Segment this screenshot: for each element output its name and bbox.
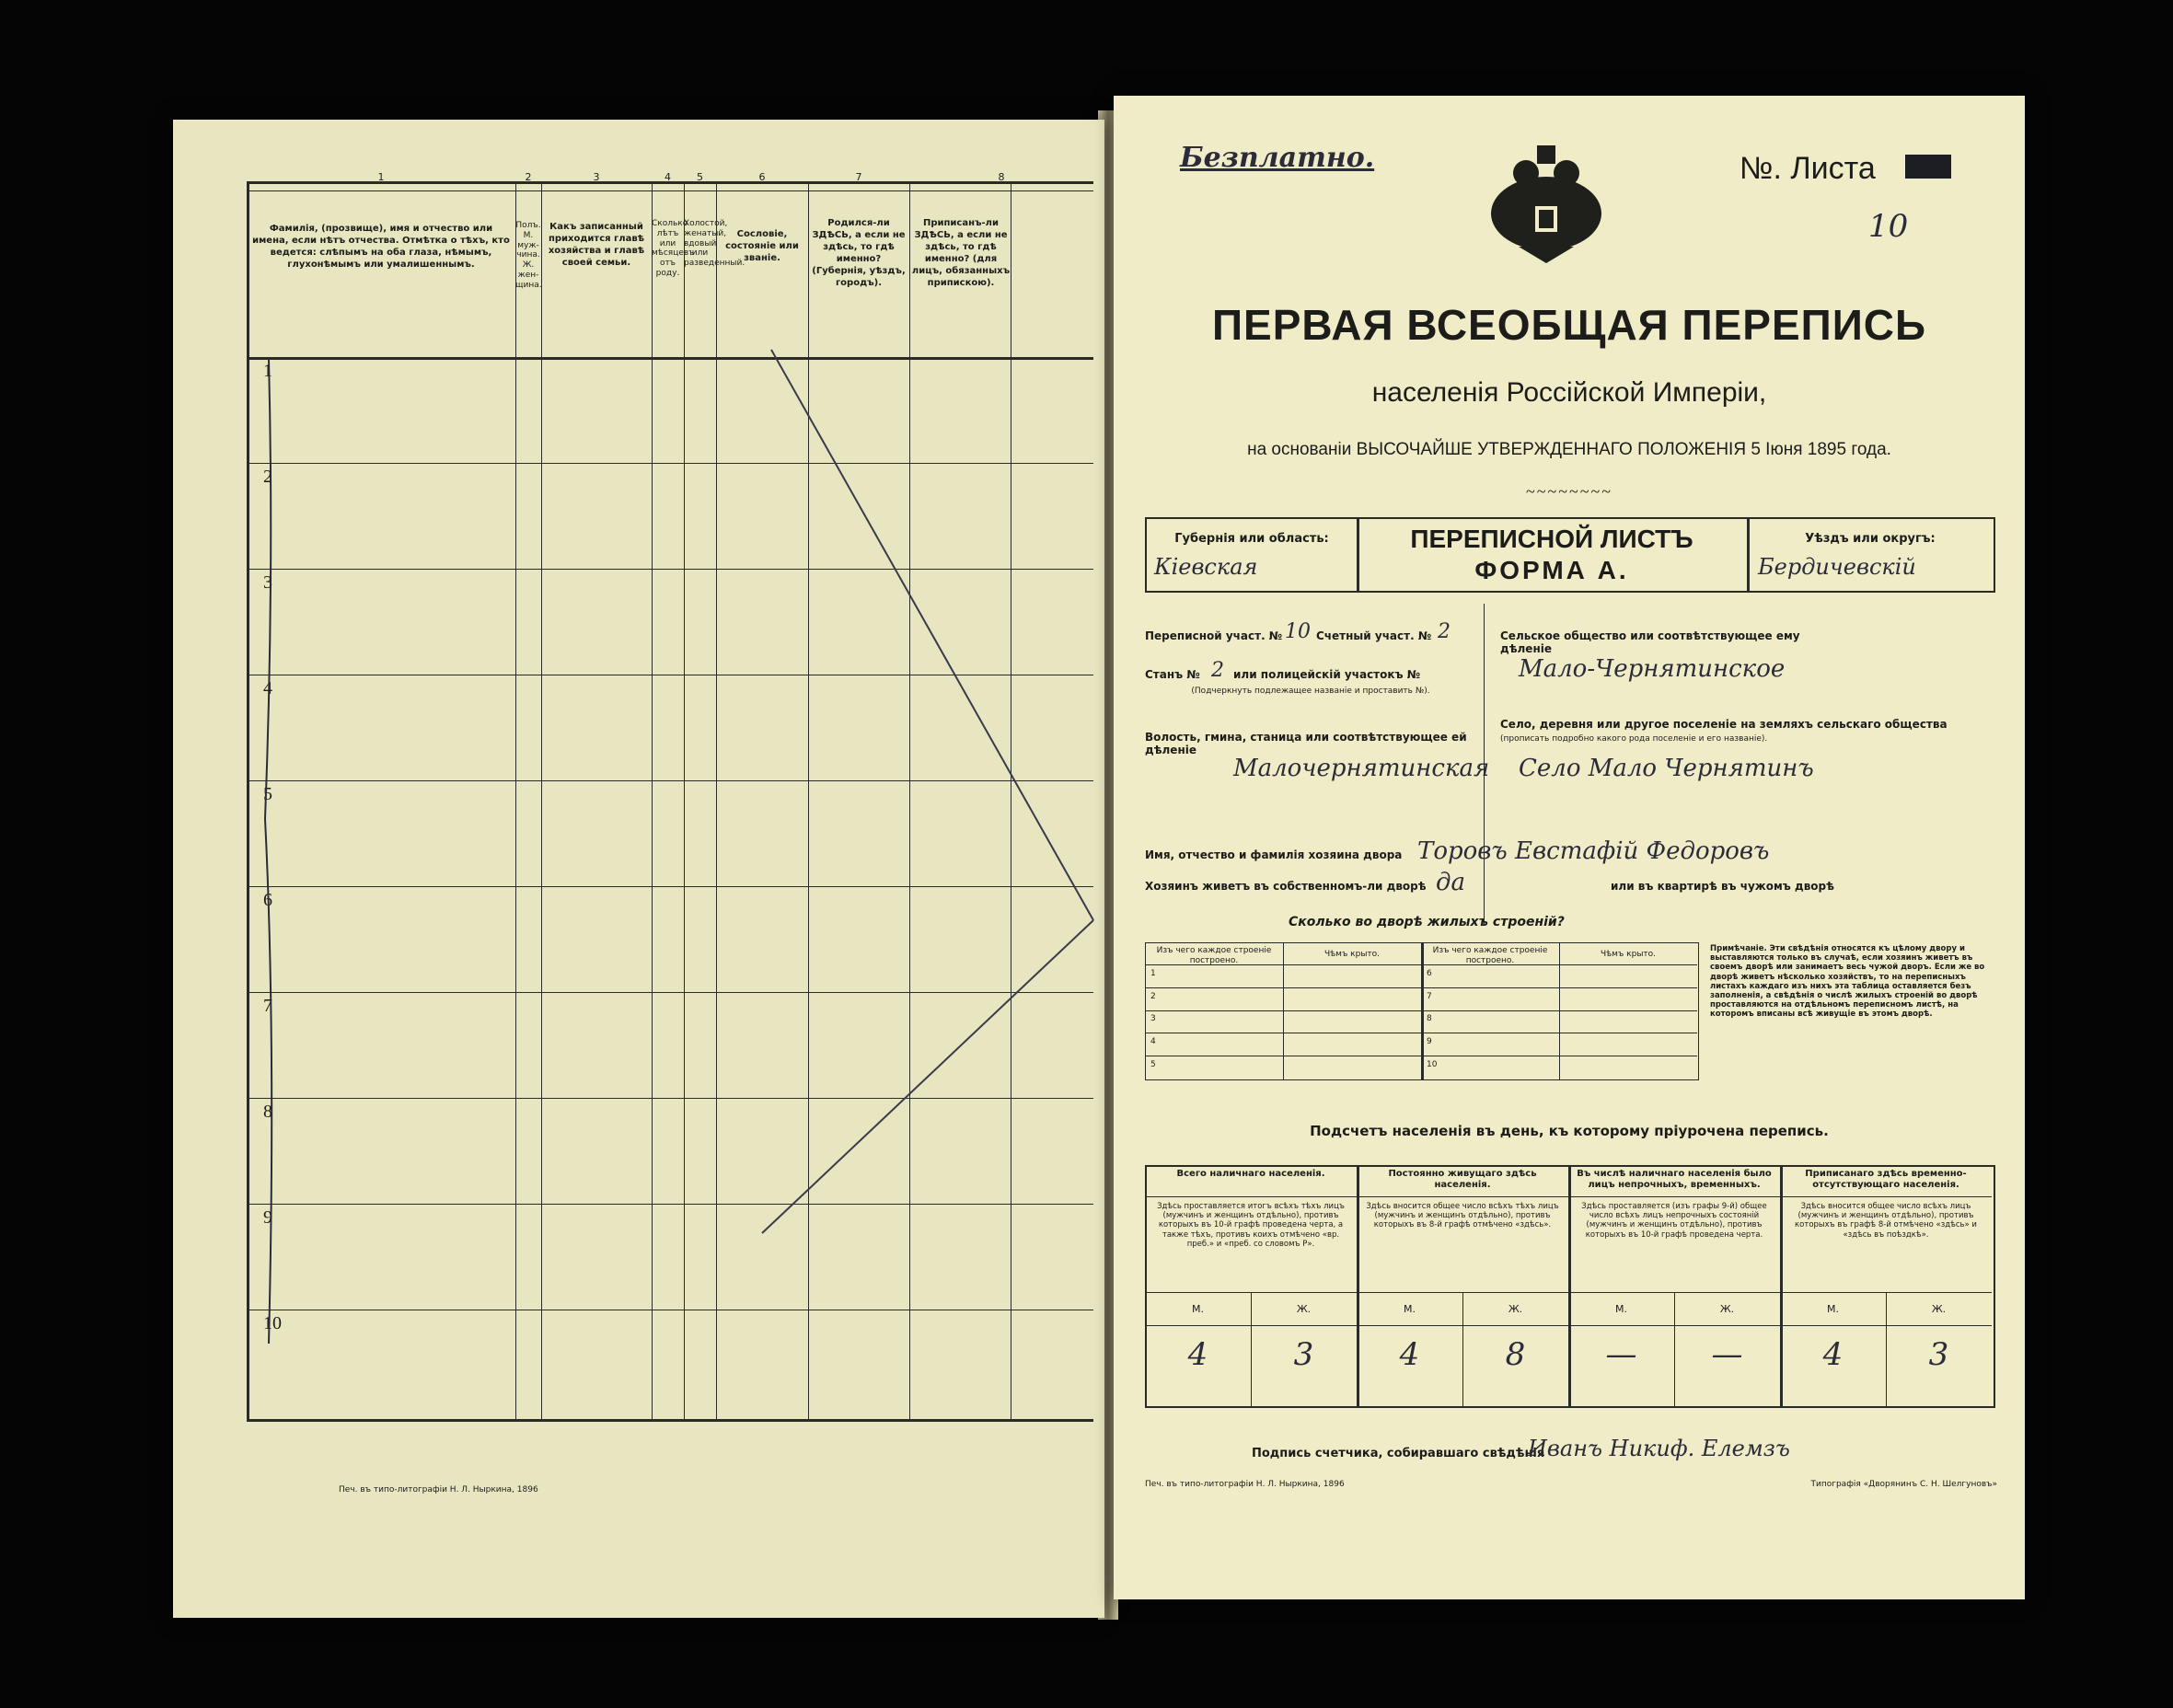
bld-row-number: 7 (1427, 991, 1432, 1001)
signature-label: Подпись счетчика, собиравшаго свѣдѣнія (1252, 1447, 1545, 1460)
brace-line (265, 359, 272, 1344)
col-number-1: 1 (377, 171, 385, 183)
uchastok-value: 10 (1285, 620, 1311, 643)
count-desc: Здѣсь проставляется (изъ графы 9-й) общее число всѣхъ лицъ непрочныхъ состояній (мужчинъ и женщинъ отдѣльно), противъ которыхъ въ 10-й графѣ проведена черта. (1581, 1202, 1767, 1240)
bld-row-number: 6 (1427, 968, 1432, 978)
col5-header: Холостой, женатый, вдовый или разведенный. (684, 219, 746, 269)
census-subtitle: населенія Россійской Имперіи, (1371, 377, 1767, 408)
signature-value: Иванъ Никиф. Елемзъ (1528, 1436, 1790, 1461)
col8-header: Приписанъ-ли ЗДѢСЬ, а если не здѣсь, то гдѣ именно? (для лицъ, обязанныхъ припискою). (911, 218, 1011, 288)
note-text: Примѣчаніе. Эти свѣдѣнія относятся къ цѣлому двору и выставляются только въ случаѣ, если хозяинъ живетъ въ своемъ дворѣ или занимаетъ весь чужой дворъ. Если же во дворѣ живетъ нѣсколько хозяйствъ, то на переписныхъ листахъ каждаго изъ нихъ эта таблица оставляется безъ заполненія, а свѣдѣнія о числѣ жилыхъ строеній во дворѣ проставляются на отдѣльномъ переписномъ листѣ, на которомъ вписаны всѣ живущіе въ этомъ дворѣ. (1710, 944, 1985, 1020)
col-number-4: 4 (665, 171, 671, 183)
right-footer-left: Печ. въ типо-литографіи Н. Л. Ныркина, 1896 (1145, 1480, 1345, 1489)
sheet-no-value: 10 (1868, 208, 1909, 245)
row-number: 5 (263, 784, 272, 804)
col-number-3: 3 (593, 171, 600, 183)
count-mf-value: 4 (1399, 1336, 1420, 1373)
schetny-value: 2 (1438, 620, 1451, 643)
col-number-8: 8 (998, 171, 1005, 183)
district-value: Бердичевскій (1758, 554, 1916, 580)
selo-note: (прописать подробно какого рода поселеніе и его названіе). (1500, 734, 1768, 744)
count-header: Постоянно живущаго здѣсь населенія. (1388, 1169, 1537, 1190)
census-basis: на основаніи ВЫСОЧАЙШЕ УТВЕРЖДЕННАГО ПОЛОЖЕНІЯ 5 Іюня 1895 года. (1247, 440, 1891, 459)
bld-row-number: 4 (1150, 1037, 1156, 1047)
free-label: Безплатно. (1180, 142, 1375, 174)
col3-header: Какъ записанный приходится главѣ хозяйства и главѣ своей семьи. (548, 222, 645, 268)
sheet-no-blot (1905, 155, 1951, 179)
stan-label: Станъ № (1145, 668, 1200, 681)
row-number: 7 (263, 996, 272, 1016)
right-page (1114, 96, 2025, 1599)
form-title: ПЕРЕПИСНОЙ ЛИСТЪ (1410, 525, 1693, 553)
header-box-divider (1747, 517, 1750, 591)
col-number-7: 7 (855, 171, 862, 183)
owner-label: Имя, отчество и фамилія хозяина двора (1145, 848, 1403, 861)
bld-row-rule (1145, 987, 1697, 988)
bld-row-number: 9 (1427, 1037, 1432, 1047)
bld-row-number: 5 (1150, 1060, 1156, 1069)
volost-label: Волость, гмина, станица или соотвѣтствующее ей дѣленіе (1145, 731, 1467, 756)
count-mf-value: 3 (1293, 1336, 1314, 1373)
bld-row-rule (1145, 1010, 1697, 1011)
col-number-5: 5 (697, 171, 703, 183)
lives-label: Хозяинъ живетъ въ собственномъ-ли дворѣ (1145, 880, 1427, 893)
stan-value: 2 (1211, 659, 1224, 682)
row-number: 1 (263, 361, 272, 381)
bld-col-a-left: Изъ чего каждое строеніе построено. (1156, 946, 1272, 965)
count-desc: Здѣсь проставляется итогъ всѣхъ тѣхъ лицъ (мужчинъ и женщинъ отдѣльно), противъ которыхъ въ 10-й графѣ проведена черта, а также тѣхъ, противъ коихъ отмѣчено «вр. преб.» и «преб. со словомъ Р». (1157, 1202, 1345, 1249)
count-mf-label: М. (1192, 1303, 1204, 1315)
bld-divider (1283, 942, 1284, 1080)
buildings-label: Сколько во дворѣ жилыхъ строеній? (1289, 915, 1565, 929)
bld-divider (1559, 942, 1560, 1080)
col2-header: Полъ. М. муж-чина. Ж. жен-щина. (515, 221, 542, 290)
strike-line-upper (771, 350, 1093, 920)
sheet-no-label: №. Листа (1740, 151, 1876, 186)
count-mf-label: Ж. (1719, 1303, 1735, 1315)
selskoe-value: Мало-Чернятинское (1519, 655, 1786, 683)
row-number: 6 (263, 890, 272, 910)
count-mf-label: Ж. (1296, 1303, 1312, 1315)
count-header: Всего наличнаго населенія. (1176, 1169, 1325, 1179)
bld-row-number: 3 (1150, 1014, 1156, 1024)
form-sub: ФОРМА А. (1474, 556, 1629, 584)
bld-col-b-left: Чѣмъ крыто. (1323, 950, 1381, 959)
province-label: Губернія или область: (1174, 532, 1329, 546)
bld-col-b-right: Чѣмъ крыто. (1600, 950, 1657, 959)
police-label: или полицейскій участокъ № (1233, 668, 1421, 681)
count-mf-value: — (1711, 1336, 1743, 1373)
col-number-2: 2 (525, 171, 532, 183)
selo-value: Село Мало Чернятинъ (1519, 755, 1814, 782)
count-mf-value: 4 (1822, 1336, 1844, 1373)
lives-alt: или въ квартирѣ въ чужомъ дворѣ (1611, 880, 1834, 893)
count-header: Въ числѣ наличнаго населенія было лицъ непрочныхъ, временныхъ. (1577, 1169, 1772, 1190)
row-number: 10 (263, 1313, 282, 1333)
ornament: ~~~~~~~~ (1526, 482, 1612, 501)
strike-through-lines (173, 120, 1104, 1618)
count-mf-value: 4 (1187, 1336, 1208, 1373)
count-desc: Здѣсь вносится общее число всѣхъ тѣхъ лицъ (мужчинъ и женщинъ отдѣльно), противъ которыхъ въ 8-й графѣ отмѣчено «здѣсь». (1366, 1202, 1559, 1230)
census-title: ПЕРВАЯ ВСЕОБЩАЯ ПЕРЕПИСЬ (1211, 301, 1927, 349)
selo-label: Село, деревня или другое поселеніе на земляхъ сельскаго общества (1500, 718, 1948, 731)
row-number: 4 (263, 678, 272, 698)
uchastok-label: Переписной участ. № (1145, 629, 1283, 642)
left-footer: Печ. въ типо-литографіи Н. Л. Ныркина, 1896 (339, 1485, 538, 1494)
row-number: 2 (263, 467, 272, 487)
volost-value: Малочернятинская (1233, 755, 1490, 782)
imperial-eagle-emblem (1482, 136, 1611, 265)
count-mf-label: Ж. (1931, 1303, 1947, 1315)
bld-row-number: 1 (1150, 968, 1156, 978)
podcherknut-note: (Подчеркнуть подлежащее названіе и проставить №). (1191, 687, 1430, 696)
schetny-label: Счетный участ. № (1316, 629, 1432, 642)
row-number: 3 (263, 572, 272, 593)
count-desc: Здѣсь вносится общее число всѣхъ лицъ (мужчинъ и женщинъ отдѣльно), противъ которыхъ въ графѣ 8-й отмѣчено «здѣсь» и «здѣсь въ поѣздкѣ». (1795, 1202, 1977, 1240)
count-mf-label: Ж. (1508, 1303, 1523, 1315)
lives-value: да (1436, 869, 1465, 896)
col-number-6: 6 (758, 171, 766, 183)
district-label: Уѣздъ или округъ: (1805, 532, 1936, 546)
left-page (173, 120, 1104, 1618)
owner-value: Торовъ Евстафій Федоровъ (1417, 837, 1770, 865)
row-number: 8 (263, 1102, 272, 1122)
count-mf-label: М. (1404, 1303, 1416, 1315)
selskoe-label: Сельское общество или соотвѣтствующее ему дѣленіе (1500, 629, 1800, 655)
col1-header: Фамилія, (прозвище), имя и отчество или имена, если нѣтъ отчества. Отмѣтка о тѣхъ, кто ведется: слѣпымъ на оба глаза, нѣмымъ, глухонѣмымъ или умалишеннымъ. (252, 224, 510, 270)
count-mf-value: 8 (1505, 1336, 1526, 1373)
bld-row-number: 2 (1150, 991, 1156, 1001)
count-header: Приписанаго здѣсь временно-отсутствующаго населенія. (1805, 1169, 1967, 1190)
count-mf-label: М. (1615, 1303, 1627, 1315)
count-mf-value: 3 (1928, 1336, 1949, 1373)
count-title: Подсчетъ населенія въ день, къ которому пріурочена перепись. (1310, 1123, 1829, 1139)
count-mf-value: — (1605, 1336, 1637, 1373)
count-mf-label: М. (1827, 1303, 1839, 1315)
province-value: Кіевская (1154, 554, 1258, 580)
bld-row-number: 8 (1427, 1014, 1432, 1024)
right-footer-right: Типографія «Дворянинъ С. Н. Шелгуновъ» (1810, 1480, 1997, 1489)
row-number: 9 (263, 1207, 272, 1228)
bld-row-number: 10 (1427, 1060, 1438, 1069)
col4-header: Сколько лѣтъ или мѣсяцевъ отъ роду. (652, 219, 695, 278)
col6-header: Сословіе, состояніе или званіе. (725, 229, 799, 263)
bld-col-a-right: Изъ чего каждое строеніе построено. (1432, 946, 1548, 965)
col7-header: Родился-ли ЗДѢСЬ, а если не здѣсь, то гдѣ именно? (Губернія, уѣздъ, городъ). (812, 218, 906, 288)
strike-line-lower (762, 920, 1093, 1233)
